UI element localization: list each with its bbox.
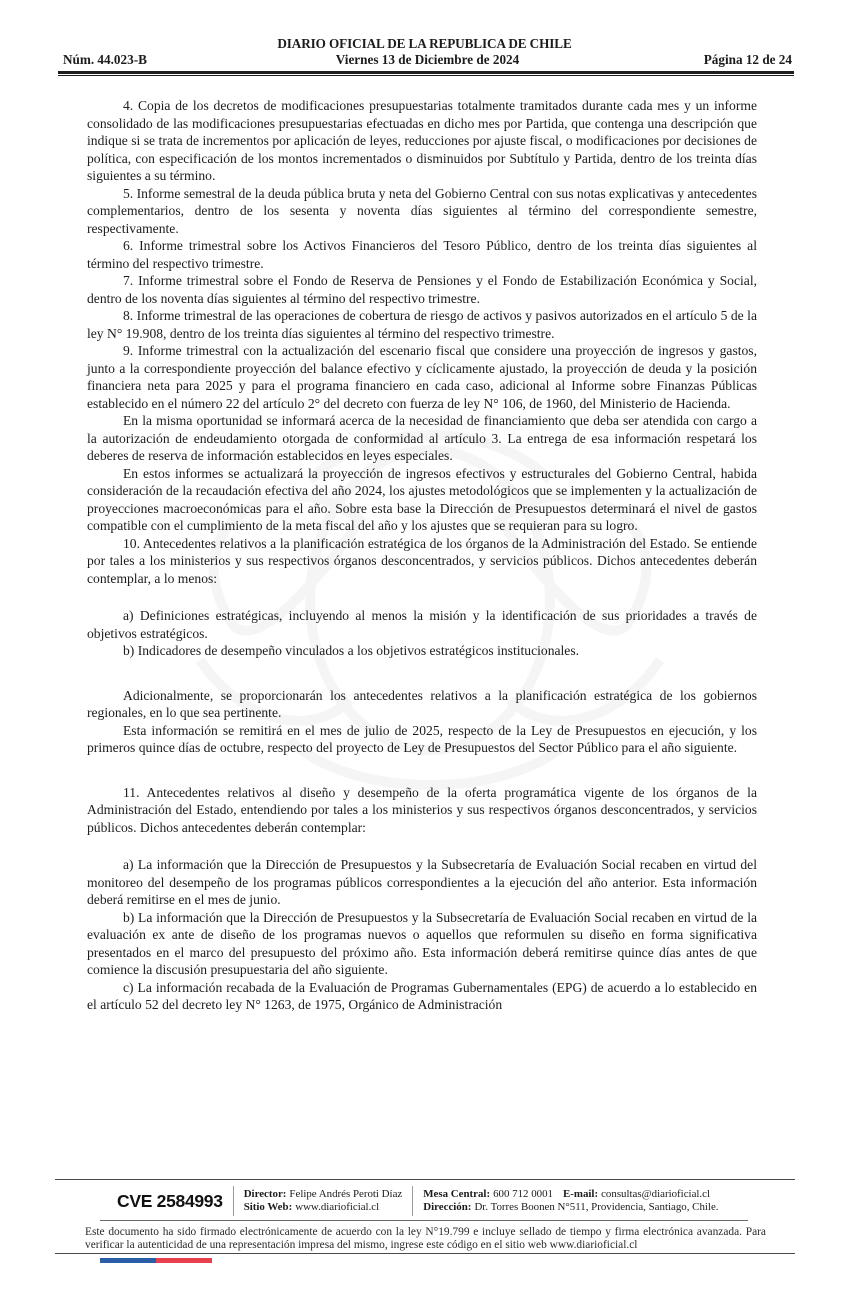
paragraph: 8. Informe trimestral de las operaciones de cobertura de riesgo de activos y pasivos autorizados en el artículo 5 de la ley N° 19.908, dentro de los treinta días siguientes al término del respectivo trimestre. [87,308,757,341]
phone-number: 600 712 0001 [493,1187,553,1200]
paragraph: 11. Antecedentes relativos al diseño y desempeño de la oferta programática vigente de los órganos de la Administración del Estado, entendiendo por tales a los ministerios y sus respectivos órganos desconcentrados, y servicios públicos. Dichos antecedentes deberán contemplar: [87,784,757,835]
paragraph: Esta información se remitirá en el mes de julio de 2025, respecto de la Ley de Presupuestos en ejecución, y los primeros quince días de octubre, respecto del proyecto de Ley de Presupuestos del Sector Público para el año siguiente. [87,722,757,755]
footer-top-rule [55,1179,795,1180]
page-indicator: Página 12 de 24 [703,52,792,67]
contact-column [423,1188,718,1214]
paragraph: c) La información recabada de la Evaluación de Programas Gubernamentales (EPG) de acuerdo a lo establecido en el artículo 52 del decreto ley N° 1263, de 1975, Orgánico de Administración [87,979,757,1012]
paragraph: En estos informes se actualizará la proyección de ingresos efectivos y estructurales del Gobierno Central, habida consideración de la recaudación efectiva del año 2024, los ajustes metodológicos que se implementen y la actualización de proyecciones macroeconómicas para el año. Sobre esta base la Dirección de Presupuestos determinará el nivel de gastos compatible con el cumplimiento de la meta fiscal del año y los ajustes que se requieran para su logro. [87,465,757,533]
email-label: E-mail: [563,1187,599,1200]
cve-code: CVE 2584993 [117,1190,223,1211]
publication-title: DIARIO OFICIAL DE LA REPUBLICA DE CHILE [277,36,572,51]
paragraph: 9. Informe trimestral con la actualización del escenario fiscal que considere una proyección de ingresos y gastos, junto a la correspondiente proyección del balance efectivo y cíclicamente ajustado, la proyección de deuda y la posición financiera neta para 2025 y para el programa financiero en cada caso, adicional al Informe sobre Finanzas Públicas establecido en el número 22 del artículo 2° del decreto con fuerza de ley N° 106, de 1960, del Ministerio de Hacienda. [87,343,757,411]
footer-mid-rule [100,1220,748,1221]
paragraph: a) Definiciones estratégicas, incluyendo al menos la misión y la identificación de sus prioridades a través de objetivos estratégicos. [87,608,757,641]
email-address: consultas@diarioficial.cl [601,1187,711,1200]
paragraph: 4. Copia de los decretos de modificaciones presupuestarias totalmente tramitados durante cada mes y un informe consolidado de las modificaciones presupuestarias efectuadas en dicho mes por Partida, que contenga una descripción que indique si se trata de incrementos por aplicación de leyes, reducciones por ajuste fiscal, o modificaciones por decisiones de política, con especificación de los montos incrementados o disminuidos por Subtítulo y Partida, dentro de los treinta días siguientes a su término. [87,98,757,183]
footer-divider [233,1186,234,1216]
paragraph: a) La información que la Dirección de Presupuestos y la Subsecretaría de Evaluación Social recaben en virtud del monitoreo del desempeño de los programas públicos correspondientes a la ejecución del año anterior. Esta información deberá remitirse en el mes de junio. [87,857,757,907]
director-column [244,1188,403,1214]
paragraph: Adicionalmente, se proporcionarán los antecedentes relativos a la planificación estratégica de los gobiernos regionales, en lo que sea pertinente. [87,687,757,720]
paragraph: b) Indicadores de desempeño vinculados a los objetivos estratégicos institucionales. [123,643,580,658]
director-name: Felipe Andrés Peroti Díaz [289,1187,403,1200]
website-url: www.diarioficial.cl [295,1201,380,1213]
paragraph: 10. Antecedentes relativos a la planificación estratégica de los órganos de la Administración del Estado. Se entiende por tales a los ministerios y sus respectivos órganos desconcentrados, y servicios públicos. Dichos antecedentes deberán contemplar, a lo menos: [87,535,757,586]
header-double-rule [58,71,794,76]
paragraph: 5. Informe semestral de la deuda pública bruta y neta del Gobierno Central con sus notas explicativas y antecedentes complementarios, dentro de los sesenta y noventa días siguientes al término del correspondiente semestre, respectivamente. [87,185,757,236]
footer-bottom-rule [55,1253,795,1254]
paragraph: 7. Informe trimestral sobre el Fondo de Reserva de Pensiones y el Fondo de Estabilización Económica y Social, dentro de los noventa días siguientes al término del respectivo trimestre. [87,273,757,306]
address-value: Dr. Torres Boonen N°511, Providencia, Santiago, Chile. [474,1201,719,1213]
flag-blue-segment [100,1258,156,1263]
phone-label: Mesa Central: [423,1187,491,1200]
address-label: Dirección: [423,1201,472,1213]
article-text [87,97,757,1014]
issue-number: Núm. 44.023-B [63,52,147,67]
paragraph: b) La información que la Dirección de Presupuestos y la Subsecretaría de Evaluación Social recaben en virtud de la evaluación ex ante de diseño de los programas nuevos o aquellos que reformulen su diseño en forma significativa presentados en el marco del presupuesto del próximo año. Esta información deberá remitirse quince días antes de que comience la discusión presupuestaria del año siguiente. [87,909,757,977]
paragraph: 6. Informe trimestral sobre los Activos Financieros del Tesoro Público, dentro de los treinta días siguientes al término del respectivo trimestre. [87,238,757,271]
footer-info-bar [117,1186,769,1216]
edition-date: Viernes 13 de Diciembre de 2024 [335,52,520,67]
website-label: Sitio Web: [243,1201,293,1213]
paragraph: En la misma oportunidad se informará acerca de la necesidad de financiamiento que deba ser atendida con cargo a la autorización de endeudamiento otorgada de conformidad al artículo 3. La entrega de esa información respetará los deberes de reserva de información establecidos en leyes especiales. [87,413,757,463]
header-row [63,52,792,68]
footer-divider [412,1186,413,1216]
director-label: Director: [243,1187,287,1200]
chile-flag-bar [100,1258,212,1263]
signature-disclaimer: Este documento ha sido firmado electrónicamente de acuerdo con la ley N°19.799 e incluye sellado de tiempo y firma electrónica avanzada. Para verificar la autenticidad de una representación impresa del mismo, ingrese este código en el sitio web www.diarioficial.cl [85,1226,766,1252]
flag-red-segment [156,1258,212,1263]
